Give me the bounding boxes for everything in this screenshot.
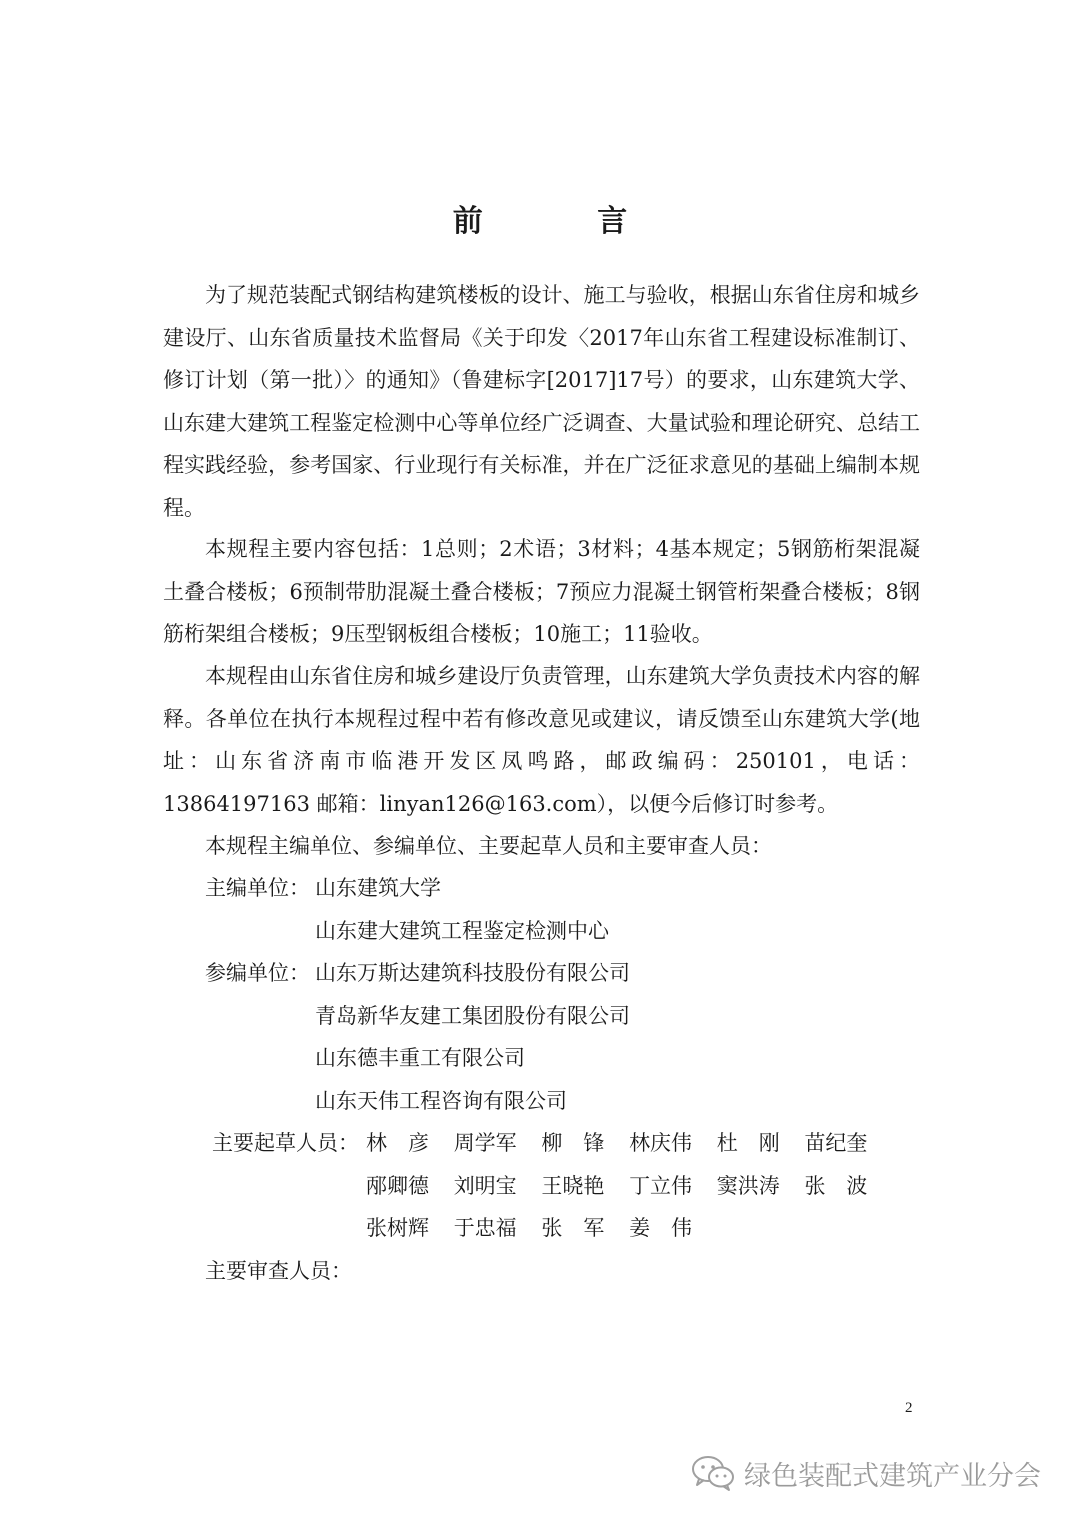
preface-paragraph-1 xyxy=(163,274,920,529)
participating-unit-item: 山东天伟工程咨询有限公司 xyxy=(315,1089,567,1113)
drafter-name: 周学军 xyxy=(453,1131,517,1155)
chief-unit-item: 山东建大建筑工程鉴定检测中心 xyxy=(315,919,609,943)
page-title: 前 言 xyxy=(452,204,680,239)
drafter-name: 于忠福 xyxy=(453,1216,517,1240)
participating-units-label: 参编单位： xyxy=(205,961,310,985)
drafter-name: 林庆伟 xyxy=(629,1131,693,1155)
drafter-name: 窦洪涛 xyxy=(716,1174,780,1198)
paragraph-text: 为了规范装配式钢结构建筑楼板的设计、施工与验收，根据山东省住房和城乡建设厅、山东省质量技术监督局《关于印发〈2017年山东省工程建设标准制订、修订计划（第一批）〉的通知》（鲁建标字[2017]17号）的要求，山东建筑大学、山东建大建筑工程鉴定检测中心等单位经广泛调查、大量试验和理论研究、总结工程实践经验，参考国家、行业现行有关标准，并在广泛征求意见的基础上编制本规程。 xyxy=(163,283,920,520)
preface-paragraph-3 xyxy=(163,655,920,825)
drafter-name: 苗纪奎 xyxy=(804,1131,868,1155)
drafter-name: 张 军 xyxy=(541,1216,605,1240)
drafter-name: 张 波 xyxy=(804,1174,868,1198)
drafters-row xyxy=(366,1165,868,1208)
participating-unit-item: 山东万斯达建筑科技股份有限公司 xyxy=(315,961,630,985)
paragraph-text: 本规程主要内容包括：1总则；2术语；3材料；4基本规定；5钢筋桁架混凝土叠合楼板；6预制带肋混凝土叠合楼板；7预应力混凝土钢管桁架叠合楼板；8钢筋桁架组合楼板；9压型钢板组合楼板；10施工；11验收。 xyxy=(163,537,920,646)
wechat-icon xyxy=(690,1453,736,1493)
preface-paragraph-2 xyxy=(163,528,920,656)
drafters-row xyxy=(366,1122,868,1165)
drafter-name: 柳 锋 xyxy=(541,1131,605,1155)
chief-units-label: 主编单位： xyxy=(205,876,310,900)
units-intro: 本规程主编单位、参编单位、主要起草人员和主要审查人员： xyxy=(205,834,772,858)
drafter-name: 林 彦 xyxy=(366,1131,429,1155)
watermark-text: 绿色装配式建筑产业分会 xyxy=(744,1460,1041,1492)
drafter-name: 刘明宝 xyxy=(453,1174,517,1198)
drafter-name: 邴卿德 xyxy=(366,1174,429,1198)
chief-unit-item: 山东建筑大学 xyxy=(315,876,441,900)
drafter-name: 姜 伟 xyxy=(629,1216,693,1240)
drafter-name: 王晓艳 xyxy=(541,1174,605,1198)
participating-unit-item: 青岛新华友建工集团股份有限公司 xyxy=(315,1004,630,1028)
paragraph-text: 本规程由山东省住房和城乡建设厅负责管理，山东建筑大学负责技术内容的解释。各单位在执行本规程过程中若有修改意见或建议，请反馈至山东建筑大学(地址：山东省济南市临港开发区凤鸣路，邮政编码：250101，电话：13864197163 邮箱：linyan126@163.com），以便今后修订时参考。 xyxy=(163,664,920,816)
drafter-name: 丁立伟 xyxy=(629,1174,693,1198)
page-number: 2 xyxy=(905,1400,913,1416)
reviewers-label: 主要审查人员： xyxy=(205,1259,352,1283)
drafter-name: 杜 刚 xyxy=(716,1131,780,1155)
drafters-label: 主要起草人员： xyxy=(212,1131,359,1155)
drafters-row xyxy=(366,1207,836,1250)
participating-unit-item: 山东德丰重工有限公司 xyxy=(315,1046,525,1070)
drafter-name: 张树辉 xyxy=(366,1216,429,1240)
watermark xyxy=(690,1448,1041,1498)
